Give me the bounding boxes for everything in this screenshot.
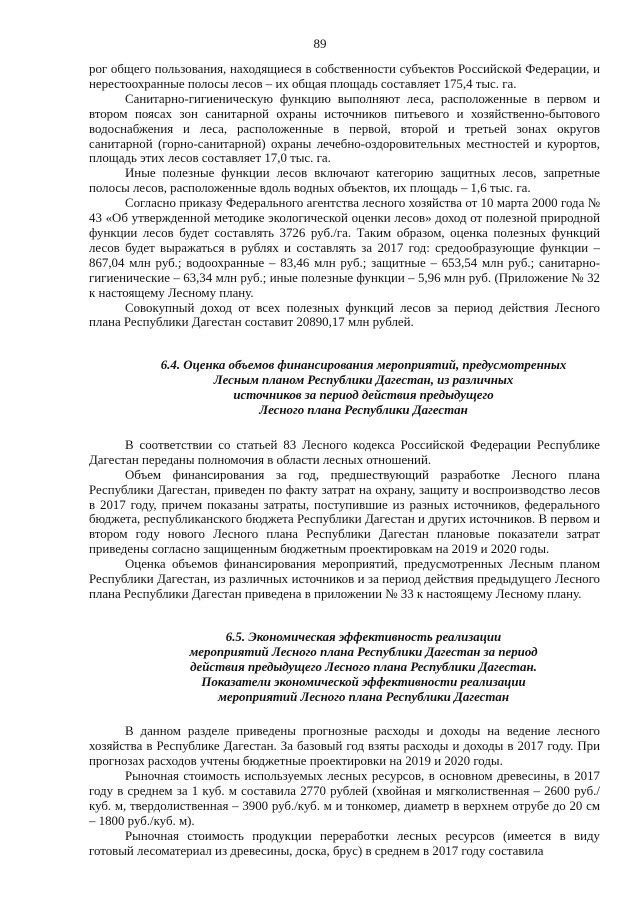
section-heading-6-4 <box>89 358 600 418</box>
paragraph: Рыночная стоимость продукции переработки лесных ресурсов (имеется в виду готовый лесоматериал из древесины, доска, брус) в среднем в 2017 году составила <box>89 828 600 858</box>
page-content <box>89 62 600 859</box>
paragraph: В данном разделе приведены прогнозные расходы и доходы на ведение лесного хозяйства в Республике Дагестан. За базовый год взяты расходы и доходы в 2017 году. При прогнозах расходов учтены бюджетные проектировки на 2019 и 2020 годы. <box>89 724 600 769</box>
section-heading-6-5 <box>89 630 600 705</box>
paragraph: Оценка объемов финансирования мероприятий, предусмотренных Лесным планом Республики Дагестан, из различных источников и за период действия предыдущего Лесного плана Республики Дагестан приведена в приложении № 33 к настоящему Лесному плану. <box>89 557 600 601</box>
heading-line: мероприятий Лесного плана Республики Дагестан <box>218 689 509 704</box>
paragraph: Совокупный доход от всех полезных функций лесов за период действия Лесного плана Республики Дагестан составит 20890,17 млн рублей. <box>89 300 600 330</box>
paragraph: рог общего пользования, находящиеся в собственности субъектов Российской Федерации, и нерестоохранные полосы лесов – их общая площадь составляет 175,4 тыс. га. <box>89 62 600 91</box>
heading-line: Лесного плана Республики Дагестан <box>259 403 468 418</box>
page-number: 89 <box>313 36 327 51</box>
heading-line: Показатели экономической эффективности реализации <box>201 674 526 689</box>
paragraph: Согласно приказу Федерального агентства лесного хозяйства от 10 марта 2000 года № 43 «Об утвержденной методике экологической оценки лесов» доход от полезной природной функции лесов будет составлять 3726 руб./га. Таким образом, оценка полезных функций лесов будет выражаться в рублях и составлять за 2017 год: средообразующие функции – 867,04 млн руб.; водоохранные – 83,46 млн руб.; защитные – 653,54 млн руб.; санитарно-гигиенические – 63,34 млн руб.; иные полезные функции – 5,96 млн руб. (Приложение № 32 к настоящему Лесному плану. <box>89 196 600 300</box>
paragraph: Санитарно-гигиеническую функцию выполняют леса, расположенные в первом и втором поясах зон санитарной охраны источников питьевого и хозяйственно-бытового водоснабжения и леса, расположенные в первой, второй и третьей зонах округов санитарной (горно-санитарной) охраны лечебно-оздоровительных местностей и курортов, площадь этих лесов составляет 17,0 тыс. га. <box>89 91 600 166</box>
paragraph: Объем финансирования за год, предшествующий разработке Лесного плана Республики Дагестан, приведен по факту затрат на охрану, защиту и воспроизводство лесов в 2017 году, причем показаны затраты, поступившие из разных источников, федерального бюджета, республиканского бюджета Республики Дагестан и других источников. В первом и втором году нового Лесного плана Республики Дагестан плановые показатели затрат приведены согласно защищенным бюджетным проектировкам на 2019 и 2020 годы. <box>89 467 600 557</box>
paragraph: Рыночная стоимость используемых лесных ресурсов, в основном древесины, в 2017 году в среднем за 1 куб. м составила 2770 рублей (хвойная и мягколиственная – 2600 руб./куб. м, твердолиственная – 3900 руб./куб. м и тонкомер, диаметр в верхнем отрубе до 20 см – 1800 руб./куб. м). <box>89 769 600 828</box>
paragraph: Иные полезные функции лесов включают категорию защитных лесов, запретные полосы лесов, расположенные вдоль водных объектов, их площадь – 1,6 тыс. га. <box>89 166 600 196</box>
paragraph: В соответствии со статьей 83 Лесного кодекса Российской Федерации Республике Дагестан переданы полномочия в области лесных отношений. <box>89 437 600 467</box>
heading-line: 6.4. Оценка объемов финансирования мероприятий, предусмотренных <box>160 358 567 373</box>
heading-line: Лесным планом Республики Дагестан, из различных <box>213 373 514 388</box>
heading-line: источников за период действия предыдущего <box>233 388 494 403</box>
heading-line: действия предыдущего Лесного плана Республики Дагестан. <box>190 659 537 674</box>
heading-line: 6.5. Экономическая эффективность реализации <box>225 629 502 644</box>
heading-line: мероприятий Лесного плана Республики Дагестан за период <box>189 644 538 659</box>
